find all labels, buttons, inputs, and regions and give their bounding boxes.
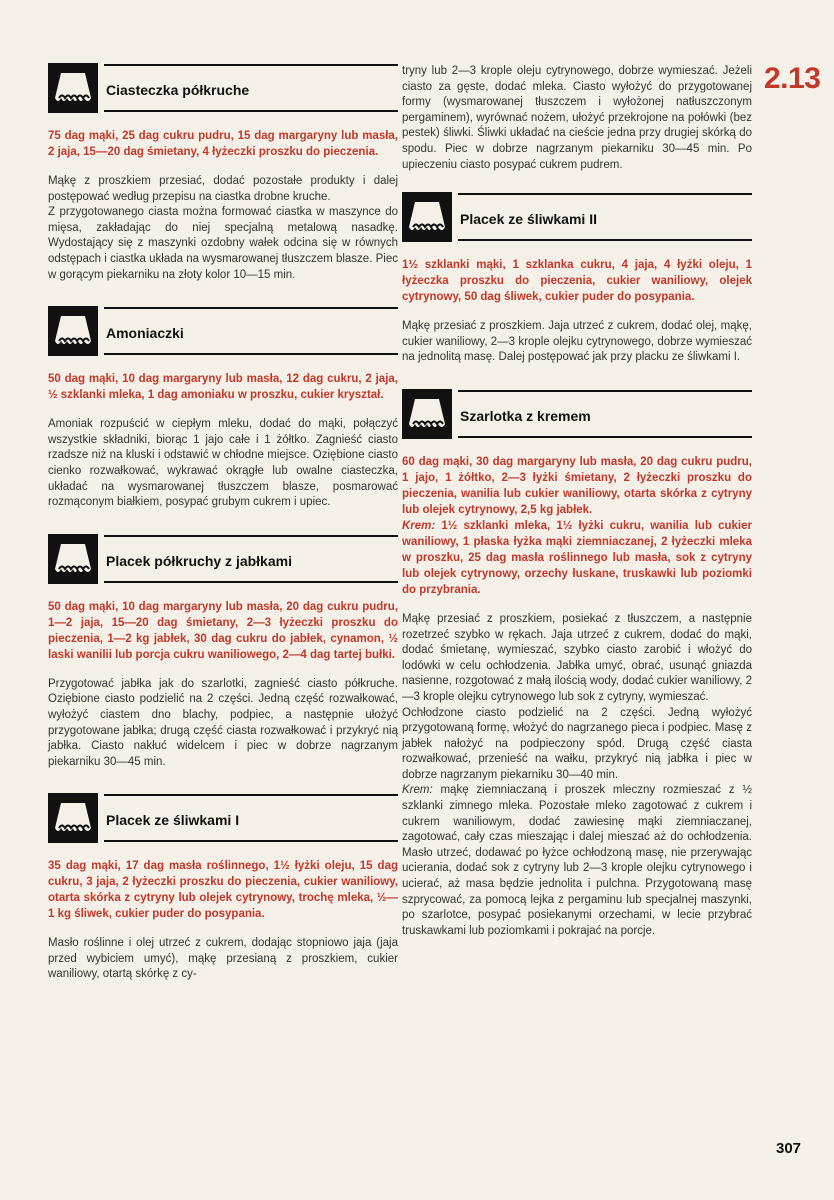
recipe-title: Placek półkruchy z jabłkami bbox=[104, 535, 398, 583]
ingredients: 50 dag mąki, 10 dag margaryny lub masła, 20 dag cukru pudru, 1—2 jaja, 15—20 dag śmietany, 2—3 łyżeczki proszku do pieczenia, 1—2 kg jabłek, 30 dag cukru do jabłek, cynamon, ½ laski wanilii lub porcja cukru waniliowego, 2—4 dag tartej bułki. bbox=[48, 600, 398, 661]
recipe-title: Placek ze śliwkami I bbox=[104, 794, 398, 842]
cake-icon bbox=[48, 306, 98, 356]
instructions bbox=[402, 319, 752, 366]
instructions bbox=[48, 174, 398, 283]
instruction-paragraph: Z przygotowanego ciasta można formować ciastka w maszynce do mięsa, zakładając do niej specjalną metalową nasadkę. Wydostający się z maszynki ozdobny wałek odcina się w równych odstępach i ciastka układa na wysmarowanej tłuszczem blasze. Piec w gorącym piekarniku na złoty kolor 10—15 min. bbox=[48, 206, 398, 281]
continuation-text: tryny lub 2—3 krople oleju cytrynowego, dobrze wymieszać. Jeżeli ciasto za gęste, dodać mleka. Ciasto wyłożyć do przygotowanej formy (wysmarowanej tłuszczem i wyłożonej natłuszczonym pergaminem), wyrównać nożem, ułożyć przekrojone na połówki (bez pestek) śliwki. Śliwki układać na cieście jedna przy drugiej skórką do spodu. Piec w dobrze nagrzanym piekarniku 30—45 min. Po upieczeniu ciasto posypać cukrem pudrem. bbox=[402, 65, 752, 171]
recipe-title: Ciasteczka półkruche bbox=[104, 64, 398, 112]
recipe-header-ciasteczka bbox=[48, 62, 398, 114]
ingredients-main: 60 dag mąki, 30 dag margaryny lub masła, 20 dag cukru pudru, 1 jajo, 1 żółtko, 2—3 łyżki śmietany, 2 łyżeczki proszku do pieczenia, wanilia lub cukier waniliowy, otarta skórka z cytryny lub olejek cytrynowy, 2,5 kg jabłek. bbox=[402, 455, 752, 516]
cake-icon bbox=[48, 793, 98, 843]
chapter-number: 2.13 bbox=[764, 62, 821, 95]
ingredients bbox=[402, 454, 752, 598]
instruction-paragraph: Amoniak rozpuścić w ciepłym mleku, dodać do mąki, połączyć wszystkie składniki, biorąc 1 jajo całe i 1 żółtko. Zagnieść ciasto rzadsze niż na kluski i odstawić w chłodne miejsce. Oziębione ciasto cienko rozwałkować, wykrawać okrągłe lub owalne ciasteczka, układać na wysmarowanej tłuszczem blasze, posmarować rozmąconym białkiem, posypać grubym cukrem i upiec. bbox=[48, 418, 398, 509]
cake-icon bbox=[402, 389, 452, 439]
instruction-paragraph: Ochłodzone ciasto podzielić na 2 części. Jedną wyłożyć przygotowaną formę, włożyć do nagrzanego pieca i podpiec. Masę z jabłek nałożyć na podpieczony spód. Drugą część ciasta rozwałkować, przenieść na wałku, przykryć nią jabłka i piec w dobrze nagrzanym piekarniku 30—40 min. bbox=[402, 706, 752, 781]
cake-icon bbox=[402, 192, 452, 242]
ingredients: 1½ szklanki mąki, 1 szklanka cukru, 4 jaja, 4 łyżki oleju, 1 łyżeczka proszku do pieczenia, cukier waniliowy, olejek cytrynowy, 50 dag śliwek, cukier puder do posypania. bbox=[402, 259, 752, 304]
ingredients: 35 dag mąki, 17 dag masła roślinnego, 1½ łyżki oleju, 15 dag cukru, 3 jaja, 2 łyżeczki proszku do pieczenia, cukier waniliowy, otarta skórka z cytryny lub olejek cytrynowy, trochę mleka, ½—1 kg śliwek, cukier puder do posypania. bbox=[48, 860, 398, 921]
recipe-header-placek-polkruchy bbox=[48, 533, 398, 585]
krem-instructions: mąkę ziemniaczaną i proszek mleczny rozmieszać z ½ szklanki zimnego mleka. Pozostałe mleko zagotować z cukrem i cukrem waniliowym, dodać zawiesinę mąki ziemniaczanej, zagotować, cały czas mieszając i dalej mieszać aż do ochłodzenia. Masło utrzeć, dodawać po łyżce ochłodzoną masę, nie przerywając ucierania, dodać sok z cytryny lub 2—3 krople olejku cytrynowego i ucierać, aż masa będzie jednolita i pulchna. Przygotowaną masę szprycować, za pomocą lejka z pergaminu lub specjalnej maszynki, po szarlotce, posypać posiekanymi orzechami, w lecie przybrać truskawkami lub poziomkami i pokrajać na porcje. bbox=[402, 784, 752, 937]
instruction-paragraph: Mąkę z proszkiem przesiać, dodać pozostałe produkty i dalej postępować według przepisu na ciastka drobne kruche. bbox=[48, 175, 398, 203]
instructions bbox=[48, 936, 398, 983]
cake-icon bbox=[48, 63, 98, 113]
instructions bbox=[48, 417, 398, 511]
recipe-header-amoniaczki bbox=[48, 305, 398, 357]
krem-ingredients: 1½ szklanki mleka, 1½ łyżki cukru, wanilia lub cukier waniliowy, 1 płaska łyżka mąki ziemniaczanej, 2 łyżeczki mleka w proszku, 25 dag masła roślinnego lub masła, sok z cytryny lub olejek cytrynowy, orzechy łuskane, truskawki lub poziomki do przybrania. bbox=[402, 519, 752, 596]
ingredients: 50 dag mąki, 10 dag margaryny lub masła, 12 dag cukru, 2 jaja, ½ szklanki mleka, 1 dag amoniaku w proszku, cukier kryształ. bbox=[48, 373, 398, 402]
right-column bbox=[402, 64, 752, 939]
instructions bbox=[48, 677, 398, 771]
instruction-paragraph bbox=[402, 783, 752, 939]
krem-label: Krem: bbox=[402, 519, 436, 532]
ingredients: 75 dag mąki, 25 dag cukru pudru, 15 dag margaryny lub masła, 2 jaja, 15—20 dag śmietany, 4 łyżeczki proszku do pieczenia. bbox=[48, 130, 398, 158]
recipe-header-placek-sliwki-1 bbox=[48, 792, 398, 844]
cake-icon bbox=[48, 534, 98, 584]
krem-label: Krem: bbox=[402, 784, 433, 797]
recipe-title: Placek ze śliwkami II bbox=[458, 193, 752, 241]
recipe-title: Amoniaczki bbox=[104, 307, 398, 355]
left-column bbox=[48, 62, 398, 983]
instruction-paragraph: Mąkę przesiać z proszkiem. Jaja utrzeć z cukrem, dodać olej, mąkę, cukier waniliowy, 2—3 krople olejku cytrynowego, dobrze wymieszać na jednolitą masę. Dalej postępować jak przy placku ze śliwkami I. bbox=[402, 320, 752, 364]
page-number: 307 bbox=[776, 1140, 802, 1157]
instruction-paragraph: Mąkę przesiać z proszkiem, posiekać z tłuszczem, a następnie rozetrzeć szybko w rękach. Jaja utrzeć z cukrem, dodać do mąki, dodać śmietanę, wymieszać, szybko ciasto zarobić i włożyć do lodówki w celu ochłodzenia. Jabłka umyć, obrać, usunąć gniazda nasienne, rozgotować z małą ilością wody, dodać cukier waniliowy, 2—3 krople olejku cytrynowego lub sok z cytryny, wymieszać. bbox=[402, 612, 752, 703]
recipe-title: Szarlotka z kremem bbox=[458, 390, 752, 438]
recipe-header-placek-sliwki-2 bbox=[402, 191, 752, 243]
instructions bbox=[402, 612, 752, 939]
instruction-paragraph: Masło roślinne i olej utrzeć z cukrem, dodając stopniowo jaja (jaja przed wybiciem umyć), mąkę przesianą z proszkiem, cukier waniliowy, otartą skórkę z cy- bbox=[48, 937, 398, 981]
recipe-header-szarlotka bbox=[402, 388, 752, 440]
instruction-paragraph: Przygotować jabłka jak do szarlotki, zagnieść ciasto półkruche. Oziębione ciasto podzielić na 2 części. Jedną część rozwałkować, wyłożyć ciastem dno blachy, podpiec, a następnie ułożyć przygotowane jabłka; drugą część ciasta rozwałkować i przykryć nią jabłka. Ciasto nakłuć widelcem i piec w dobrze nagrzanym piekarniku 30—45 min. bbox=[48, 677, 398, 768]
